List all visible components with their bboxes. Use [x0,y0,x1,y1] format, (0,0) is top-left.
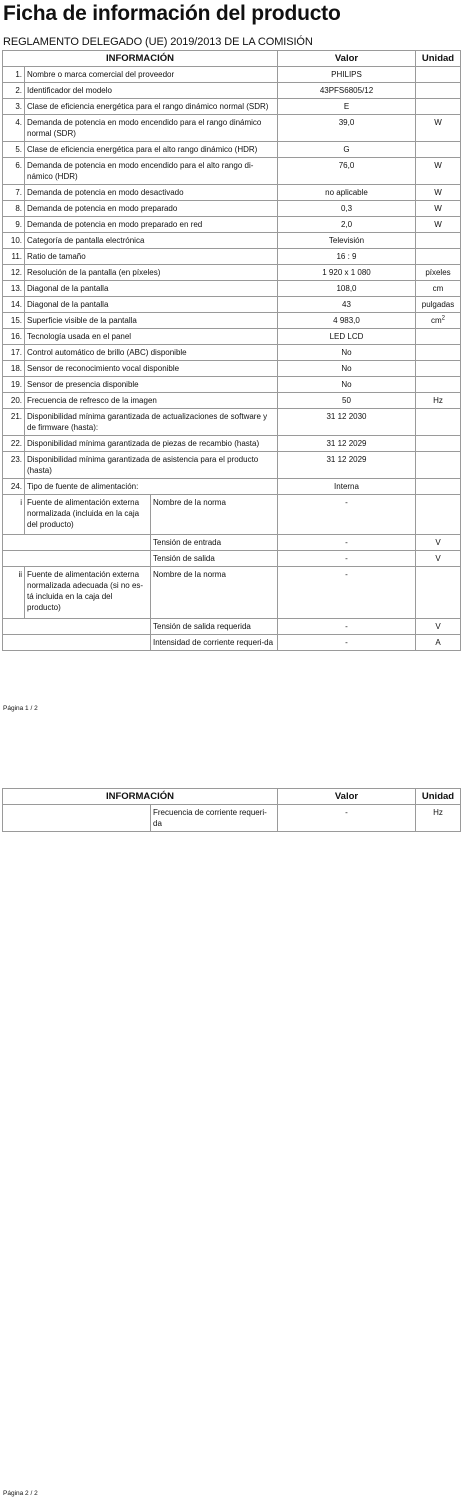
table-row [3,535,461,551]
row-value: 4 983,0 [278,313,416,329]
table-row [3,297,461,313]
row-unit: cm [416,281,461,297]
row-number: 9. [3,217,25,233]
row-label: Diagonal de la pantalla [25,297,278,313]
row-unit: W [416,217,461,233]
table-row [3,619,461,635]
empty-cell [3,535,151,551]
row-value: 43PFS6805/12 [278,83,416,99]
row-unit: W [416,158,461,185]
page-subtitle: REGLAMENTO DELEGADO (UE) 2019/2013 DE LA COMISIÓN [3,36,313,48]
row-label: Diagonal de la pantalla [25,281,278,297]
row-number: 7. [3,185,25,201]
sub-item-unit: A [416,635,461,651]
table-header-row [3,51,461,67]
table-row [3,185,461,201]
sub-marker: ii [3,567,25,619]
sub-item-value: - [278,495,416,535]
table-row [3,142,461,158]
row-value: 31 12 2029 [278,436,416,452]
row-number: 23. [3,452,25,479]
row-unit: W [416,185,461,201]
row-value: 0,3 [278,201,416,217]
row-number: 1. [3,67,25,83]
row-unit [416,67,461,83]
row-value: LED LCD [278,329,416,345]
row-number: 21. [3,409,25,436]
table-row [3,377,461,393]
row-label: Demanda de potencia en modo preparado [25,201,278,217]
row-number: 20. [3,393,25,409]
row-label: Categoría de pantalla electrónica [25,233,278,249]
sub-item-label: Nombre de la norma [151,495,278,535]
header-info: INFORMACIÓN [3,51,278,67]
row-label: Clase de eficiencia energética para el alto rango dinámico (HDR) [25,142,278,158]
row-unit: píxeles [416,265,461,281]
row-number: 12. [3,265,25,281]
row-unit: Hz [416,393,461,409]
row-unit [416,249,461,265]
sub-description: Fuente de alimentación externa normalizada adecuada (si no es-tá incluida en la caja del producto) [25,567,151,619]
row-value: 43 [278,297,416,313]
empty-cell [3,635,151,651]
row-unit [416,479,461,495]
row-label: Tecnología usada en el panel [25,329,278,345]
row-value: 76,0 [278,158,416,185]
table-row [3,409,461,436]
table-row [3,805,461,832]
sub-item-value: - [278,635,416,651]
table-row [3,436,461,452]
table-row [3,479,461,495]
sub-item-label: Nombre de la norma [151,567,278,619]
row-label: Sensor de reconocimiento vocal disponible [25,361,278,377]
row-value: 108,0 [278,281,416,297]
row-unit [416,452,461,479]
unit-superscript: 2 [441,315,445,322]
sub-item-label: Frecuencia de corriente requeri-da [151,805,278,832]
row-label: Ratio de tamaño [25,249,278,265]
row-value: No [278,361,416,377]
row-number: 19. [3,377,25,393]
row-value: No [278,345,416,361]
table-row [3,393,461,409]
row-value: PHILIPS [278,67,416,83]
row-value: 16 : 9 [278,249,416,265]
sub-item-label: Tensión de entrada [151,535,278,551]
table-row [3,452,461,479]
header-unit: Unidad [416,789,461,805]
table-row [3,67,461,83]
row-label: Superficie visible de la pantalla [25,313,278,329]
row-unit [416,409,461,436]
header-info: INFORMACIÓN [3,789,278,805]
row-label: Disponibilidad mínima garantizada de piezas de recambio (hasta) [25,436,278,452]
table-row [3,495,461,535]
product-info-table-page-2 [2,788,461,832]
empty-cell [3,551,151,567]
row-unit [416,142,461,158]
row-label: Nombre o marca comercial del proveedor [25,67,278,83]
empty-cell [3,805,151,832]
row-unit [416,313,461,329]
row-number: 8. [3,201,25,217]
table-row [3,115,461,142]
row-value: 1 920 x 1 080 [278,265,416,281]
row-label: Tipo de fuente de alimentación: [25,479,278,495]
row-number: 17. [3,345,25,361]
header-value: Valor [278,51,416,67]
row-label: Demanda de potencia en modo desactivado [25,185,278,201]
table-row [3,345,461,361]
sub-item-unit: V [416,551,461,567]
sub-description: Fuente de alimentación externa normalizada (incluida en la caja del producto) [25,495,151,535]
sub-item-unit [416,495,461,535]
sub-item-value: - [278,535,416,551]
sub-item-value: - [278,619,416,635]
sub-item-unit: Hz [416,805,461,832]
row-number: 10. [3,233,25,249]
row-unit [416,233,461,249]
sub-item-value: - [278,567,416,619]
row-unit [416,99,461,115]
row-number: 24. [3,479,25,495]
page-footer-1: Página 1 / 2 [3,705,38,712]
row-value: Interna [278,479,416,495]
row-number: 22. [3,436,25,452]
row-value: No [278,377,416,393]
product-info-table [2,50,461,651]
row-number: 14. [3,297,25,313]
row-number: 5. [3,142,25,158]
row-number: 16. [3,329,25,345]
row-label: Resolución de la pantalla (en píxeles) [25,265,278,281]
table-row [3,281,461,297]
table-header-row [3,789,461,805]
row-number: 6. [3,158,25,185]
table-row [3,158,461,185]
row-unit [416,436,461,452]
row-number: 18. [3,361,25,377]
header-value: Valor [278,789,416,805]
row-number: 2. [3,83,25,99]
sub-item-label: Tensión de salida requerida [151,619,278,635]
row-unit: W [416,201,461,217]
unit-text: cm [430,316,442,325]
row-label: Sensor de presencia disponible [25,377,278,393]
row-unit: W [416,115,461,142]
row-value: 31 12 2030 [278,409,416,436]
row-value: 2,0 [278,217,416,233]
row-value: 39,0 [278,115,416,142]
sub-item-value: - [278,551,416,567]
page-title: Ficha de información del producto [3,2,341,25]
table-row [3,329,461,345]
row-number: 11. [3,249,25,265]
row-unit [416,329,461,345]
row-unit [416,83,461,99]
row-label: Demanda de potencia en modo encendido para el rango dinámico normal (SDR) [25,115,278,142]
row-value: Televisión [278,233,416,249]
table-row [3,99,461,115]
row-value: E [278,99,416,115]
row-label: Control automático de brillo (ABC) disponible [25,345,278,361]
row-label: Clase de eficiencia energética para el rango dinámico normal (SDR) [25,99,278,115]
header-unit: Unidad [416,51,461,67]
row-unit [416,377,461,393]
row-label: Frecuencia de refresco de la imagen [25,393,278,409]
table-row [3,361,461,377]
row-value: 31 12 2029 [278,452,416,479]
row-label: Demanda de potencia en modo preparado en red [25,217,278,233]
sub-item-label: Tensión de salida [151,551,278,567]
row-label: Disponibilidad mínima garantizada de asistencia para el producto (hasta) [25,452,278,479]
sub-item-unit [416,567,461,619]
table-row [3,635,461,651]
row-unit [416,361,461,377]
row-label: Demanda de potencia en modo encendido para el alto rango di-námico (HDR) [25,158,278,185]
table-row [3,83,461,99]
row-value: 50 [278,393,416,409]
table-row [3,249,461,265]
sub-item-unit: V [416,619,461,635]
row-value: no aplicable [278,185,416,201]
table-row [3,233,461,249]
row-label: Disponibilidad mínima garantizada de actualizaciones de software y de firmware (hasta): [25,409,278,436]
table-row [3,201,461,217]
table-row [3,551,461,567]
page-footer-2: Página 2 / 2 [3,1490,38,1497]
row-number: 3. [3,99,25,115]
empty-cell [3,619,151,635]
row-label: Identificador del modelo [25,83,278,99]
row-number: 15. [3,313,25,329]
sub-item-label: Intensidad de corriente requeri-da [151,635,278,651]
row-number: 4. [3,115,25,142]
table-row [3,567,461,619]
row-number: 13. [3,281,25,297]
table-row [3,265,461,281]
row-unit [416,345,461,361]
row-unit: pulgadas [416,297,461,313]
table-row [3,313,461,329]
table-row [3,217,461,233]
sub-item-unit: V [416,535,461,551]
row-value: G [278,142,416,158]
sub-marker: i [3,495,25,535]
sub-item-value: - [278,805,416,832]
